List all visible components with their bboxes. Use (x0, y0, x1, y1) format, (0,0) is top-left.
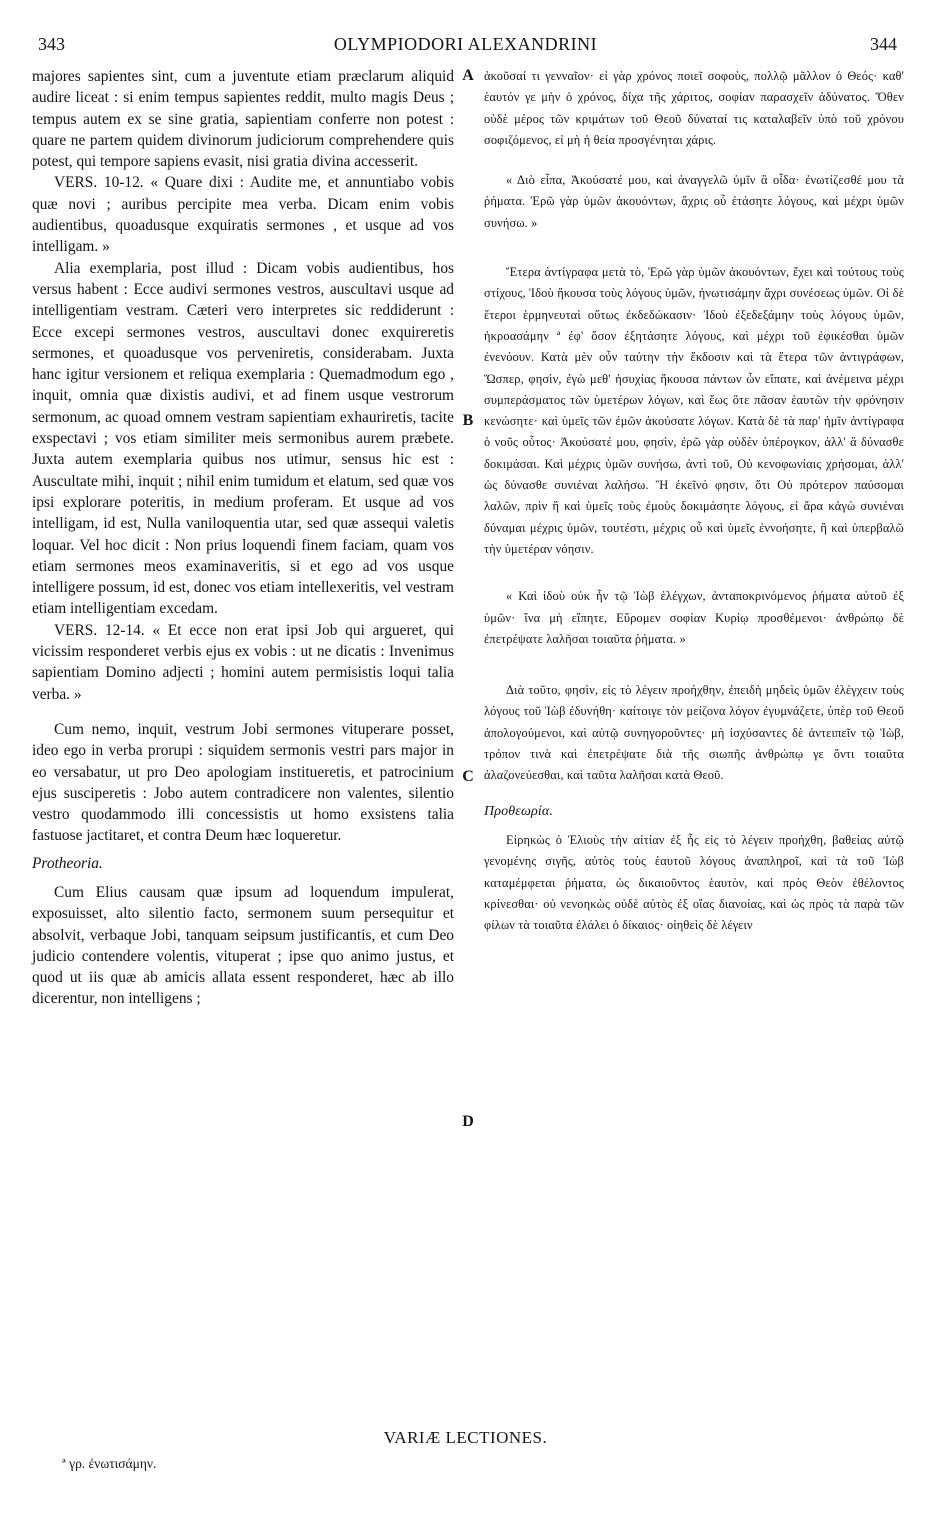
greek-verse: « Διὸ εἶπα, Ἀκούσατέ μου, καὶ ἀναγγελῶ ὑμῖν ἃ οἶδα· ἐνωτίζεσθέ μου τὰ ῥήματα. Ἐρῶ γὰρ ὑμῶν ἀκουόντων, ἄχρις οὗ ἐτάσητε λόγους, καὶ μέχρι ὑμῶν συνήσω. » (484, 173, 904, 230)
page-title: OLYMPIODORI ALEXANDRINI (333, 34, 598, 54)
greek-protheoria-heading: Προθεωρία. (484, 803, 554, 819)
running-head (0, 34, 931, 58)
variae-lectiones-heading: VARIÆ LECTIONES. (383, 1428, 548, 1447)
margin-letter-a: A (462, 67, 474, 84)
latin-paragraph: Cum Elius causam quæ ipsum ad loquendum impulerat, exposuisset, alto silentio facto, sermonem suum persequitur et absolvit, verbaque Jobi, tanquam seipsum justificantis, et cum Deo judicio contendere volentis, vituperat ; ipse quo animo justus, et quod ut iis quæ ab amicis allata essent responderet, hæc ab illo dicerentur, non intelligens ; (32, 883, 454, 1008)
latin-protheoria-heading: Protheoria. (32, 854, 103, 872)
page-number-left: 343 (38, 34, 65, 54)
latin-verse: VERS. 10-12. « Quare dixi : Audite me, et annuntiabo vobis quæ novi ; auribus percipite mea verba. Dicam enim vobis audientibus, quoadusque exquiratis sermones , et usque ad vos intelligam. » (32, 174, 454, 256)
margin-letter-c: C (462, 768, 474, 785)
greek-verse: « Καὶ ἰδοὺ οὐκ ἦν τῷ Ἰὼβ ἐλέγχων, ἀνταποκρινόμενος ῥήματα αὐτοῦ ἐξ ὑμῶν· ἵνα μὴ εἴπητε, Εὕρομεν σοφίαν Κυρίῳ προσθέμενοι· ἀνθρώπῳ δὲ ἐπετρέψατε λαλῆσαι τοιαῦτα ῥήματα. » (484, 589, 904, 646)
latin-verse: VERS. 12-14. « Et ecce non erat ipsi Job qui argueret, qui vicissim responderet verbis ejus ex vobis : ut ne dicatis : Invenimus sapientiam Domino adjecti ; homini autem permisistis loqui talia verba. » (32, 621, 454, 703)
footnote: ª γρ. ἐνωτισάμην. (62, 1456, 157, 1471)
latin-paragraph: majores sapientes sint, cum a juventute etiam præclarum aliquid audire liceat : si enim tempus sapientes reddit, multo magis Deus ; tempus autem ex se sine gratia, sapientiam conferre non potest : quare ne partem quidem divinorum judiciorum comprehendere quis potest, qui tempore sapiens evasit, nisi gratia divina accesserit. (32, 68, 454, 171)
latin-column (32, 66, 454, 1010)
latin-paragraph: Cum nemo, inquit, vestrum Jobi sermones vituperare posset, ideo ego in verba prorupi : siquidem sermonis vestri pars major in eo versabatur, ut pro Deo apologiam institueretis, et patrocinium ejus susciperetis : Jobo autem contradicere non valentes, silentio vestro quodammodo illi concessistis ut homo exsistens talia fastuose jactitaret, et contra Deum hæc loqueretur. (32, 720, 454, 845)
greek-column (484, 66, 904, 936)
greek-paragraph: ἀκοῦσαί τι γενναῖον· εἰ γὰρ χρόνος ποιεῖ σοφοὺς, πολλῷ μᾶλλον ὁ Θεός· καθ' ἑαυτόν γε μὴν ὁ χρόνος, δίχα τῆς χάριτος, σοφίαν παρασχεῖν ἀδύνατος. Ὅθεν οὐδὲ μέρος τῶν κριμάτων τοῦ Θεοῦ δύναταί τις καταλαβεῖν ὑπὸ τοῦ χρόνου σοφιζόμενος, εἰ μὴ ἡ θεία προσγένηται χάρις. (484, 69, 904, 147)
margin-letter-d: D (462, 1113, 474, 1130)
greek-paragraph: Εἰρηκὼς ὁ Ἐλιοὺς τὴν αἰτίαν ἐξ ἧς εἰς τὸ λέγειν προήχθη, βαθείας αὐτῷ γενομένης σιγῆς, αὐτὸς τοὺς ἑαυτοῦ λόγους ἀναπληροῖ, καὶ τὰ τοῦ Ἰὼβ καταμέμφεται ῥήματα, ὡς δικαιοῦντος ἑαυτὸν, καὶ πρὸς Θεὸν ἐθέλοντος κρίνεσθαι· οὐ νενοηκὼς οὐδὲ αὐτὸς ἐξ οἵας διανοίας, καὶ ὡς πρὸς τὰ παρὰ τῶν φίλων τὰ τοιαῦτα ἐλάλει ὁ δίκαιος· οἰηθεὶς δὲ λέγειν (484, 832, 904, 933)
latin-paragraph: Alia exemplaria, post illud : Dicam vobis audientibus, hos versus habent : Ecce audivi sermones vestros, auscultavi usque ad intelligentiam vestram. Cæteri vero interpretes sic reddiderunt : Ecce excepi sermones vestros, auscultavi donec exquireretis sermones, et quoadusque vos perveniretis, considerabam. Juxta hanc igitur versionem et reliqua exemplaria : Quemadmodum ego , inquit, omnia quæ dixistis audivi, et ad finem usque vestrorum sermonum, ac quoad omnem vestram sapientiam exhauriretis, tacite exspectavi ; vos etiam similiter meis sermonibus aurem præbete. Juxta autem exemplaria quibus nos utimur, sensus hic est : Auscultate mihi, inquit ; nihil enim tumidum et elatum, sed quæ vos ipsi explorare poteritis, in medium proferam. Et usque ad vos intelligam, id est, Nulla vaniloquentia utar, sed quæ assequi valetis loquar. Vel hoc dicit : Non prius loquendi finem faciam, quam vos etiam sermones meos examinaveritis, si et ego ad vos usque intelligere possum, id est, donec vos etiam intellexeritis, vel vestram etiam intelligentiam excedam. (32, 259, 454, 618)
greek-paragraph: Διὰ τοῦτο, φησὶν, εἰς τὸ λέγειν προήχθην, ἐπειδὴ μηδεὶς ὑμῶν ἐλέγχειν τοὺς λόγους τοῦ Ἰὼβ ἐδυνήθη· καίτοιγε τὸν μείζονα λόγον ἐγυμνάζετε, ὑπὲρ τοῦ Θεοῦ ἀπολογούμενοι, καὶ αὐτῷ συνηγοροῦντες· μὴ ἰσχύσαντες δὲ ἀντειπεῖν τῷ Ἰὼβ, τρόπον τινὰ καὶ ἐπετρέψατε διὰ τῆς σιωπῆς ἀνθρώπῳ γε ὄντι τοιαῦτα ἀλαζονεύεσθαι, καὶ ταῦτα λαλῆσαι κατὰ Θεοῦ. (484, 683, 904, 783)
greek-paragraph: Ἕτερα ἀντίγραφα μετὰ τὸ, Ἐρῶ γὰρ ὑμῶν ἀκουόντων, ἔχει καὶ τούτους τοὺς στίχους, Ἰδοὺ ἤκουσα τοὺς λόγους ὑμῶν, ἠνωτισάμην ἄχρι συνέσεως ὑμῶν. Οἱ δὲ ἕτεροι ἑρμηνευταὶ οὕτως ἐκδεδώκασιν· Ἰδοὺ ἐξεδεξάμην τοὺς λόγους ὑμῶν, ἠκροασάμην ª ἐφ' ὅσον ἐξητάσητε λόγους, καὶ μέχρι τοῦ ἐφικέσθαι ὑμῶν ἐνενόουν. Κατὰ μὲν οὖν ταύτην τὴν ἔκδοσιν καὶ τὰ ἕτερα τῶν ἀντιγράφων, Ὥσπερ, φησὶν, ἐγὼ μεθ' ἡσυχίας ἤκουσα πάντων ὧν εἴπατε, καὶ ἀνέμεινα μέχρι συμπεράσματος τῶν ὑμετέρων λόγων, καὶ ἕως ὅτε πᾶσαν ἑαυτῶν τὴν φρόνησιν κενώσητε· καὶ ὑμεῖς τῶν ἐμῶν ἀκούσατε λόγων. Κατὰ δὲ τὰ παρ' ἡμῖν ἀντίγραφα ὁ νοῦς οὗτος· Ἀκούσατέ μου, φησὶν, ἐρῶ γὰρ οὐδὲν ὑπέρογκον, ἀλλ' ἃ δύνασθε δοκιμάσαι. Καὶ μέχρις ὑμῶν συνήσω, ἀντὶ τοῦ, Οὐ κενοφωνίαις χρήσομαι, ἀλλ' ὡς δύνασθε συνιέναι λαλήσω. Ἢ ἐκεῖνό φησιν, ὅτι Οὐ πρότερον παύσομαι λαλῶν, πρὶν ἢ καὶ ὑμεῖς τοὺς ἐμοὺς δοκιμάσητε λόγους, εἰ ἄρα κἀγὼ συνιέναι δύναμαι μέχρις ὑμῶν, τουτέστι, μέχρις οὗ καὶ ὑμεῖς ἐννοήσητε, ἢ καὶ ὑπερβαλῶ τὴν ὑμετέραν νόησιν. (484, 265, 904, 556)
page-number-right: 344 (870, 34, 897, 54)
margin-letter-b: B (462, 412, 474, 429)
